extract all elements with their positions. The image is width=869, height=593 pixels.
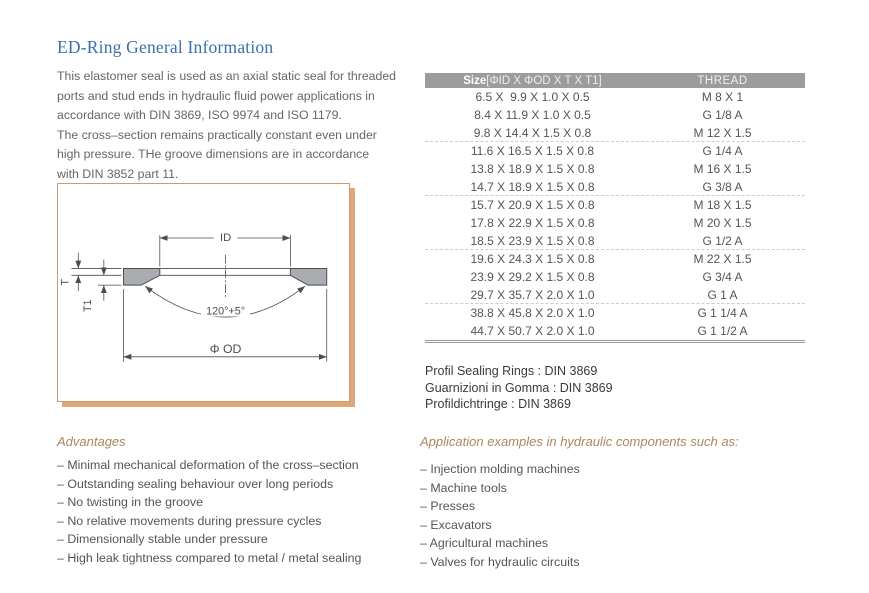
- intro-line: with DIN 3852 part 11.: [57, 166, 179, 181]
- list-item: – Machine tools: [420, 480, 507, 495]
- dim-label-angle: 120°+5°: [206, 305, 246, 318]
- size-cell: 13.8 X 18.9 X 1.5 X 0.8: [470, 162, 595, 176]
- thread-column-header: THREAD: [697, 74, 748, 87]
- note-line: Profildichtringe : DIN 3869: [425, 397, 571, 411]
- table-row: [425, 268, 805, 286]
- thread-cell: G 3/4 A: [702, 270, 743, 284]
- table-row: [425, 250, 805, 268]
- seal-left-end: [123, 268, 159, 285]
- size-cell: 29.7 X 35.7 X 2.0 X 1.0: [470, 287, 595, 302]
- size-column-header: [425, 75, 640, 87]
- intro-line: This elastomer seal is used as an axial static seal for threaded: [57, 69, 397, 83]
- table-header-row: [425, 73, 805, 88]
- thread-cell: M 20 X 1.5: [693, 216, 752, 230]
- list-item: – Valves for hydraulic circuits: [420, 554, 580, 569]
- table-row: [425, 106, 805, 124]
- applications-section: [420, 434, 820, 572]
- table-row: [425, 322, 805, 340]
- thread-cell: M 22 X 1.5: [693, 252, 752, 266]
- intro-line: ports and stud ends in hydraulic fluid power applications in: [57, 88, 375, 103]
- size-thread-table: [425, 73, 805, 343]
- thread-cell: M 12 X 1.5: [693, 125, 752, 140]
- size-cell: 9.8 X 14.4 X 1.5 X 0.8: [473, 125, 592, 140]
- standards-notes: [425, 363, 613, 413]
- note-line: Profil Sealing Rings : DIN 3869: [425, 364, 598, 378]
- seal-right-end: [290, 268, 326, 285]
- cross-section-diagram: [57, 183, 350, 402]
- size-header-detail: [ΦID X ΦOD X T X T1]: [486, 74, 602, 87]
- size-cell: 23.9 X 29.2 X 1.5 X 0.8: [470, 270, 595, 284]
- thread-cell: G 3/8 A: [702, 179, 743, 194]
- advantages-heading: Advantages: [57, 434, 126, 449]
- list-item: – No relative movements during pressure cycles: [57, 513, 322, 528]
- dim-label-t1: T1: [82, 299, 95, 313]
- table-row: [425, 142, 805, 160]
- thread-cell: G 1/8 A: [702, 108, 743, 122]
- size-cell: 17.8 X 22.9 X 1.5 X 0.8: [470, 216, 595, 230]
- table-row: [425, 178, 805, 196]
- list-item: – Presses: [420, 499, 476, 514]
- thread-cell: G 1/2 A: [702, 233, 743, 248]
- size-cell: 8.4 X 11.9 X 1.0 X 0.5: [474, 108, 591, 122]
- note-line: Guarnizioni in Gomma : DIN 3869: [425, 380, 613, 395]
- list-item: – Excavators: [420, 517, 492, 532]
- size-cell: 18.5 X 23.9 X 1.5 X 0.8: [470, 233, 595, 248]
- table-row: [425, 196, 805, 214]
- page-title: ED-Ring General Information: [57, 37, 274, 57]
- size-cell: 19.6 X 24.3 X 1.5 X 0.8: [470, 252, 595, 266]
- thread-cell: G 1/4 A: [702, 144, 743, 158]
- intro-line: high pressure. THe groove dimensions are in accordance: [57, 147, 370, 161]
- thread-cell: G 1 A: [707, 287, 738, 302]
- intro-paragraph: [57, 67, 417, 184]
- table-row: [425, 88, 805, 106]
- list-item: – Agricultural machines: [420, 536, 549, 551]
- intro-line: accordance with DIN 3869, ISO 9974 and ISO 1179.: [57, 108, 342, 122]
- table-row: [425, 286, 805, 304]
- applications-list: [420, 460, 820, 572]
- table-row: [425, 232, 805, 250]
- table-row: [425, 214, 805, 232]
- size-cell: 14.7 X 18.9 X 1.5 X 0.8: [470, 179, 595, 194]
- list-item: – No twisting in the groove: [57, 495, 204, 510]
- size-header-label: Size: [463, 74, 487, 87]
- ed-ring-drawing: [58, 184, 349, 401]
- dim-label-t: T: [59, 278, 72, 286]
- dim-label-od: Φ OD: [209, 341, 242, 356]
- thread-cell: G 1 1/2 A: [697, 324, 748, 338]
- dim-label-id: ID: [219, 231, 232, 244]
- list-item: – High leak tightness compared to metal / metal sealing: [57, 550, 362, 565]
- size-cell: 11.6 X 16.5 X 1.5 X 0.8: [470, 144, 595, 158]
- intro-line: The cross–section remains practically constant even under: [57, 127, 377, 142]
- applications-heading: Application examples in hydraulic components such as:: [420, 434, 739, 449]
- size-cell: 15.7 X 20.9 X 1.5 X 0.8: [470, 198, 595, 212]
- thread-cell: M 8 X 1: [701, 90, 744, 104]
- size-cell: 6.5 X 9.9 X 1.0 X 0.5: [475, 90, 590, 104]
- thread-cell: G 1 1/4 A: [697, 306, 748, 320]
- table-row: [425, 160, 805, 178]
- table-row: [425, 304, 805, 322]
- advantages-list: [57, 456, 417, 568]
- thread-cell: M 18 X 1.5: [693, 198, 752, 212]
- table-row: [425, 124, 805, 142]
- list-item: – Minimal mechanical deformation of the cross–section: [57, 458, 359, 472]
- list-item: – Injection molding machines: [420, 462, 580, 476]
- list-item: – Outstanding sealing behaviour over long periods: [57, 476, 334, 491]
- thread-cell: M 16 X 1.5: [693, 162, 752, 176]
- advantages-section: [57, 434, 417, 568]
- size-cell: 38.8 X 45.8 X 2.0 X 1.0: [470, 306, 595, 320]
- size-cell: 44.7 X 50.7 X 2.0 X 1.0: [470, 324, 595, 338]
- list-item: – Dimensionally stable under pressure: [57, 532, 268, 547]
